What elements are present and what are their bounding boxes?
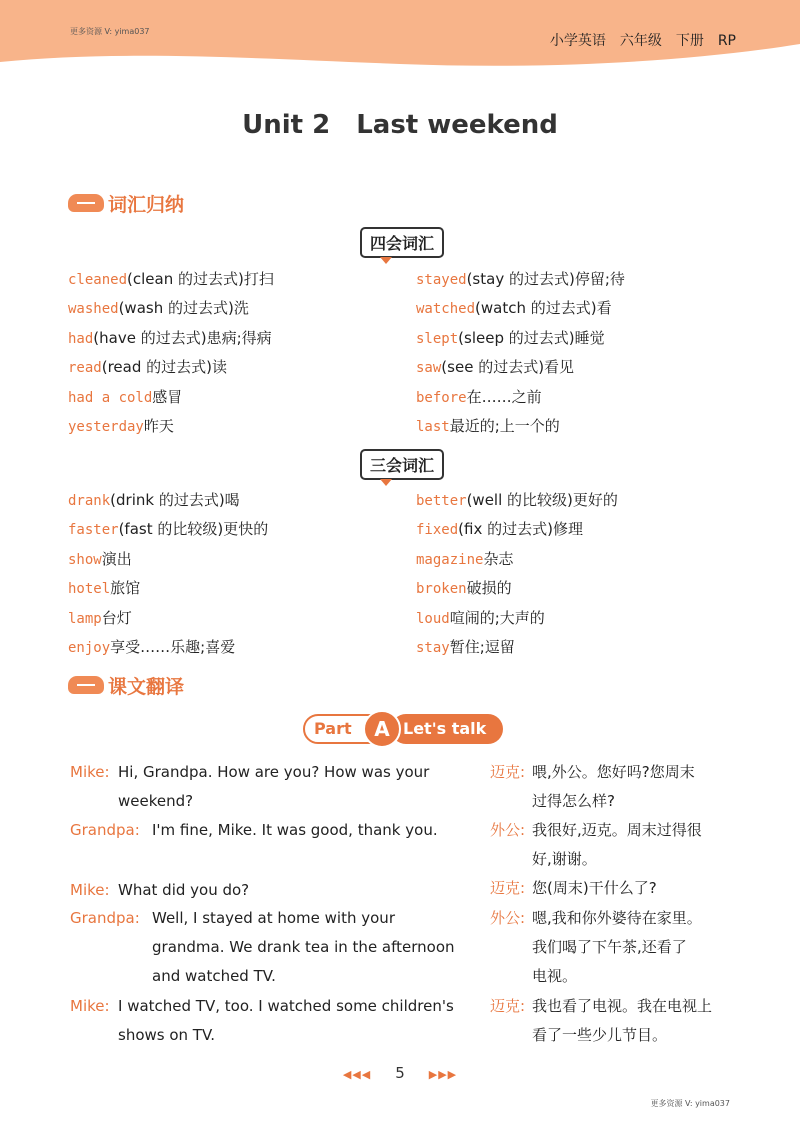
next-arrows-icon: ▶▶▶: [428, 1068, 458, 1081]
prev-arrows-icon: ◀◀◀: [342, 1068, 372, 1081]
dialogue-line: 我也看了电视。我在电视上: [532, 997, 713, 1015]
vocab-meaning: 杂志: [483, 549, 514, 568]
vocab-item: [68, 489, 240, 510]
dialogue-turn: [490, 992, 740, 1050]
vocab-item: [68, 607, 132, 628]
vocab-word: last: [416, 419, 450, 435]
vocab-word: read: [68, 360, 102, 377]
dialogue-line: 看了一些少儿节目。: [532, 1026, 668, 1044]
dialogue-line: 嗯,我和你外婆待在家里。: [532, 909, 702, 927]
badge-four-skill: 四会词汇: [360, 227, 444, 258]
vocab-item: [416, 518, 583, 539]
unit-number: Unit 2: [242, 110, 331, 140]
vocab-item: [68, 268, 274, 289]
part-label: Part: [303, 714, 387, 744]
dialogue-line: I watched TV, too. I watched some children's: [118, 997, 454, 1015]
vocab-word: stay: [416, 640, 450, 656]
vocab-item: [416, 548, 513, 569]
vocab-item: [68, 518, 268, 539]
vocab-word: better: [416, 493, 467, 509]
vocab-meaning: (well 的比较级)更好的: [466, 491, 618, 509]
dialogue-turn: [70, 876, 460, 905]
vocab-word: had: [68, 330, 94, 347]
vocab-item: [68, 636, 235, 657]
watermark-top: 更多资源 V: yima037: [70, 27, 150, 36]
page-title: [0, 110, 800, 140]
dialogue-turn: [490, 816, 740, 874]
dialogue-turn: [70, 904, 460, 991]
vocab-word: watched: [416, 301, 476, 318]
vocab-meaning: 旅馆: [110, 579, 141, 598]
page-footer: [0, 1064, 800, 1082]
vocab-meaning: (wash 的过去式)洗: [118, 299, 249, 318]
vocab-word: show: [68, 551, 102, 568]
speaker-name: 外公:: [490, 821, 526, 839]
vocab-word: slept: [416, 330, 459, 347]
vocab-meaning: 喧闹的;大声的: [449, 608, 545, 627]
speaker-name: 外公:: [490, 909, 526, 927]
vocab-item: [68, 356, 227, 377]
vocab-meaning: 感冒: [152, 387, 183, 406]
vocab-item: [416, 577, 512, 598]
vocab-item: [416, 415, 560, 436]
vocab-word: faster: [68, 522, 119, 539]
vocab-meaning: 台灯: [101, 608, 132, 627]
vocab-word: lamp: [68, 610, 102, 627]
vocab-meaning: 演出: [101, 549, 132, 568]
vocab-word: saw: [416, 360, 442, 377]
vocab-item: [68, 327, 272, 348]
vocab-word: drank: [68, 493, 111, 509]
vocab-word: cleaned: [68, 272, 128, 288]
dialogue-line: shows on TV.: [118, 1026, 216, 1044]
section-pill-icon: [68, 194, 104, 212]
vocab-word: fixed: [416, 522, 459, 539]
speaker-name: Mike:: [70, 997, 110, 1015]
dialogue-line: I'm fine, Mike. It was good, thank you.: [152, 821, 438, 839]
dialogue-line: Well, I stayed at home with your: [152, 909, 395, 927]
vocab-word: yesterday: [68, 419, 144, 435]
speaker-name: 迈克:: [490, 997, 526, 1015]
section-pill-icon: [68, 676, 104, 694]
dialogue-turn: [70, 992, 460, 1050]
grade-label: 六年级: [619, 33, 662, 49]
vocab-meaning: 昨天: [143, 417, 174, 435]
dialogue-turn: [490, 874, 740, 903]
dialogue-line: 我很好,迈克。周末过得很: [532, 821, 702, 839]
vocab-word: before: [416, 389, 467, 406]
dialogue-line: Hi, Grandpa. How are you? How was your: [118, 763, 430, 781]
dialogue-line: and watched TV.: [152, 967, 276, 985]
vocab-meaning: (clean 的过去式)打扫: [127, 270, 274, 288]
vocab-word: had a cold: [68, 389, 153, 406]
dialogue-line: 好,谢谢。: [532, 850, 597, 868]
part-title: Let's talk: [391, 714, 503, 744]
vocab-item: [416, 489, 618, 510]
dialogue-line: weekend?: [118, 792, 194, 810]
dialogue-line: 电视。: [532, 967, 578, 985]
vocab-item: [68, 415, 174, 436]
speaker-name: 迈克:: [490, 763, 526, 781]
page-number: 5: [395, 1064, 405, 1082]
vocab-item: [68, 577, 140, 598]
dialogue-line: 我们喝了下午茶,还看了: [532, 938, 687, 956]
vocab-meaning: (have 的过去式)患病;得病: [93, 328, 272, 347]
dialogue-turn: [490, 904, 740, 991]
speaker-name: Grandpa:: [70, 909, 140, 927]
dialogue-turn: [70, 816, 460, 845]
vocab-word: loud: [416, 610, 450, 627]
badge-three-skill: 三会词汇: [360, 449, 444, 480]
book-info: [536, 30, 736, 50]
part-banner: [303, 714, 501, 744]
vocab-meaning: (drink 的过去式)喝: [110, 491, 240, 509]
speaker-name: Grandpa:: [70, 821, 140, 839]
vocab-meaning: (read 的过去式)读: [101, 358, 227, 377]
vocab-item: [68, 297, 249, 318]
edition-label: RP: [717, 33, 736, 49]
dialogue-line: grandma. We drank tea in the afternoon: [152, 938, 455, 956]
vocab-meaning: 破损的: [466, 579, 512, 598]
part-letter: A: [363, 710, 401, 748]
vocab-meaning: (watch 的过去式)看: [475, 299, 612, 318]
vocab-word: washed: [68, 301, 119, 318]
vocab-meaning: (sleep 的过去式)睡觉: [458, 328, 605, 347]
term-label: 下册: [675, 33, 704, 49]
speaker-name: Mike:: [70, 763, 110, 781]
vocab-item: [68, 386, 182, 407]
vocab-meaning: 享受……乐趣;喜爱: [110, 638, 236, 656]
vocab-word: hotel: [68, 581, 111, 598]
vocab-word: stayed: [416, 272, 467, 288]
dialogue-line: What did you do?: [118, 881, 250, 899]
unit-name: Last weekend: [356, 110, 558, 140]
speaker-name: Mike:: [70, 881, 110, 899]
vocab-item: [416, 356, 574, 377]
vocab-word: broken: [416, 581, 467, 598]
vocab-meaning: 最近的;上一个的: [449, 417, 560, 435]
dialogue-line: 过得怎么样?: [532, 792, 615, 810]
vocab-word: enjoy: [68, 640, 111, 656]
dialogue-line: 喂,外公。您好吗?您周末: [532, 763, 695, 781]
vocab-meaning: (stay 的过去式)停留;待: [466, 270, 625, 288]
vocab-meaning: (fast 的比较级)更快的: [118, 520, 269, 539]
vocab-item: [416, 386, 542, 407]
dialogue-turn: [490, 758, 740, 816]
speaker-name: 迈克:: [490, 879, 526, 897]
dialogue-line: 您(周末)干什么了?: [532, 879, 657, 897]
watermark-bottom: 更多资源 V: yima037: [650, 1099, 730, 1108]
vocab-item: [416, 268, 625, 289]
dialogue-turn: [70, 758, 460, 816]
vocab-item: [416, 327, 605, 348]
vocab-item: [416, 297, 612, 318]
vocab-meaning: (see 的过去式)看见: [441, 358, 575, 377]
vocab-meaning: (fix 的过去式)修理: [458, 520, 583, 539]
vocab-meaning: 暂住;逗留: [449, 638, 515, 656]
vocab-item: [68, 548, 132, 569]
vocab-item: [416, 607, 545, 628]
vocab-meaning: 在……之前: [466, 387, 542, 406]
subject-label: 小学英语: [549, 33, 606, 49]
vocab-item: [416, 636, 515, 657]
vocab-word: magazine: [416, 551, 484, 568]
